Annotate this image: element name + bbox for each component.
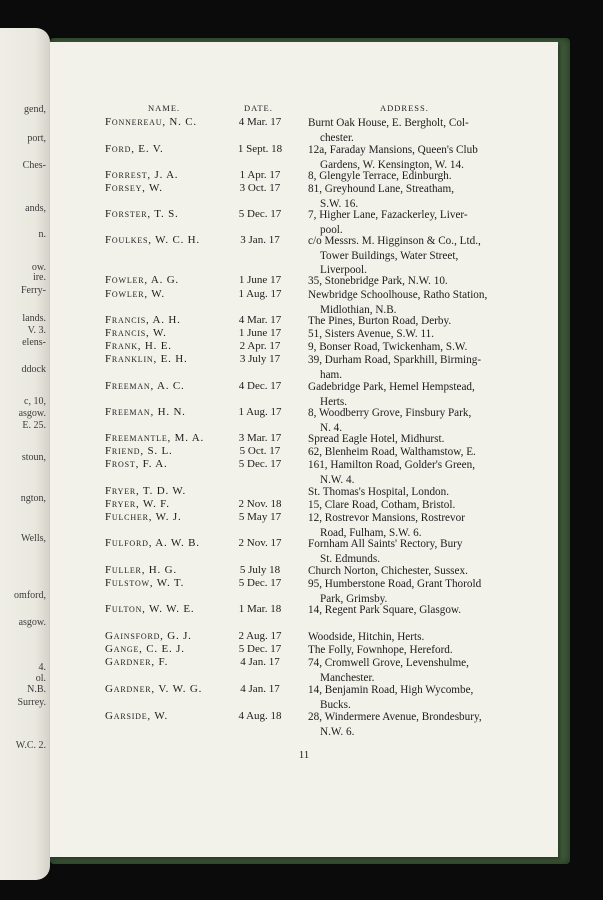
entry-name: Freeman, H. N. [105,406,186,418]
entry-address [308,234,500,278]
entry-name: Fowler, A. G. [105,274,179,286]
address-line: 8, Glengyle Terrace, Edinburgh. [308,170,452,182]
address-line: N.W. 4. [320,473,355,486]
entry-date: 3 Mar. 17 [238,432,282,444]
facing-page-text-fragment: Wells, [20,533,46,544]
facing-page-text-fragment: Ferry- [21,285,46,296]
entry-date: 1 Apr. 17 [239,169,281,181]
address-line: 95, Humberstone Road, Grant Thorold [308,578,482,590]
entry-name: Fulford, A. W. B. [105,537,200,549]
entry-name: Forsey, W. [105,182,163,194]
facing-page-text-fragment: ow. [31,262,46,273]
entry-date: 3 July 17 [239,353,281,365]
entry-date: 5 July 18 [239,564,281,576]
entry-date: 4 Aug. 18 [238,710,282,722]
entry-date: 2 Apr. 17 [239,340,281,352]
entry-address [308,353,500,382]
entry-name: Francis, A. H. [105,314,181,326]
address-line: 74, Cromwell Grove, Levenshulme, [308,657,469,669]
page-number: 11 [298,749,310,761]
address-line: Gadebridge Park, Hemel Hempstead, [308,381,475,393]
entry-date: 4 Mar. 17 [238,314,282,326]
entry-name: Forster, T. S. [105,208,179,220]
entry-date: 1 June 17 [238,274,282,286]
address-line: pool. [320,223,343,236]
facing-page-text-fragment: c, 10, [24,396,46,407]
facing-page-text-fragment: lands. [22,313,46,324]
entry-date: 1 Mar. 18 [238,603,282,615]
entry-date: 5 Dec. 17 [238,458,282,470]
entry-address [308,511,500,540]
facing-page-text-fragment: ol. [35,673,46,684]
entry-date: 1 Aug. 17 [238,288,282,300]
facing-page-text-fragment: ddock [21,364,46,375]
register-page [50,42,558,857]
address-line: Church Norton, Chichester, Sussex. [308,565,468,577]
entry-name: Fulcher, W. J. [105,511,182,523]
facing-page-text-fragment: ire. [32,272,46,283]
address-line: Midlothian, N.B. [320,303,397,316]
entry-address [308,182,500,211]
facing-page-text-fragment: n. [38,229,46,240]
entry-name: Forrest, J. A. [105,169,179,181]
facing-page-text-fragment: 4. [38,662,46,673]
address-line: 15, Clare Road, Cotham, Bristol. [308,499,456,511]
address-line: chester. [320,131,354,144]
column-header-name: NAME. [148,103,181,113]
column-header-address: ADDRESS. [380,103,429,113]
address-line: Manchester. [320,671,375,684]
address-line: 28, Windermere Avenue, Brondesbury, [308,711,482,723]
facing-page-text-fragment: asgow. [18,408,46,419]
address-line: Woodside, Hitchin, Herts. [308,631,425,643]
address-line: St. Thomas's Hospital, London. [308,486,450,498]
entry-date: 2 Nov. 17 [238,537,282,549]
entry-name: Garside, W. [105,710,169,722]
address-line: Gardens, W. Kensington, W. 14. [320,158,464,171]
address-line: Park, Grimsby. [320,592,388,605]
entry-date: 3 Oct. 17 [239,182,281,194]
column-header-date: DATE. [244,103,273,113]
address-line: Herts. [320,395,348,408]
entry-address [308,380,500,409]
address-line: Liverpool. [320,264,367,276]
address-line: The Folly, Fownhope, Hereford. [308,644,453,656]
entry-name: Gange, C. E. J. [105,643,185,655]
entry-address [308,143,500,172]
address-line: 51, Sisters Avenue, S.W. 11. [308,328,435,340]
entry-date: 5 May 17 [238,511,282,523]
entry-date: 1 June 17 [238,327,282,339]
address-line: 39, Durham Road, Sparkhill, Birming- [308,354,482,366]
entry-name: Friend, S. L. [105,445,173,457]
entry-name: Gardner, F. [105,656,169,668]
entry-date: 5 Dec. 17 [238,208,282,220]
entry-date: 2 Aug. 17 [238,630,282,642]
facing-page-text-fragment: Ches- [22,160,46,171]
facing-page-text-fragment: E. 25. [22,420,46,431]
entry-date: 1 Sept. 18 [237,143,283,155]
entry-name: Franklin, E. H. [105,353,188,365]
address-line: 14, Benjamin Road, High Wycombe, [308,684,474,696]
address-line: Road, Fulham, S.W. 6. [320,526,422,539]
entry-name: Fryer, T. D. W. [105,485,187,497]
entry-name: Frost, F. A. [105,458,168,470]
entry-date: 3 Jan. 17 [240,234,280,246]
address-line: 9, Bonser Road, Twickenham, S.W. [308,341,468,353]
entry-address [308,406,500,435]
entry-date: 1 Aug. 17 [238,406,282,418]
entry-address [308,288,500,317]
address-line: 14, Regent Park Square, Glasgow. [308,604,462,616]
entry-address [308,656,500,685]
facing-page-text-fragment: ands, [25,203,46,214]
entry-address [308,603,500,618]
facing-page-text-fragment: N.B. [27,684,46,695]
entry-address [308,208,500,237]
entry-date: 5 Dec. 17 [238,643,282,655]
entry-name: Fulstow, W. T. [105,577,185,589]
address-line: 12, Rostrevor Mansions, Rostrevor [308,512,465,524]
address-line: 81, Greyhound Lane, Streatham, [308,183,455,195]
facing-page-text-fragment: gend, [24,104,46,115]
entry-address [308,537,500,566]
address-line: Fornham All Saints' Rectory, Bury [308,538,463,550]
entry-date: 4 Mar. 17 [238,116,282,128]
facing-page-text-fragment: elens- [22,337,46,348]
address-line: 161, Hamilton Road, Golder's Green, [308,459,475,471]
entry-address [308,710,500,739]
entry-name: Ford, E. V. [105,143,164,155]
address-line: Burnt Oak House, E. Bergholt, Col- [308,117,469,129]
address-line: c/o Messrs. M. Higginson & Co., Ltd., [308,235,481,247]
entry-address [308,274,500,289]
entry-date: 4 Dec. 17 [238,380,282,392]
address-line: N. 4. [320,421,343,434]
entry-name: Fonnereau, N. C. [105,116,197,128]
address-line: 35, Stonebridge Park, N.W. 10. [308,275,448,287]
entry-address [308,683,500,712]
entry-name: Fowler, W. [105,288,165,300]
facing-page-text-fragment: omford, [14,590,46,601]
entry-name: Freeman, A. C. [105,380,185,392]
address-line: N.W. 6. [320,725,355,738]
facing-page-edge [0,28,50,880]
entry-name: Freemantle, M. A. [105,432,205,444]
facing-page-text-fragment: port, [27,133,46,144]
entry-name: Gainsford, G. J. [105,630,192,642]
address-line: Spread Eagle Hotel, Midhurst. [308,433,445,445]
facing-page-text-fragment: Surrey. [17,697,46,708]
facing-page-text-fragment: V. 3. [27,325,46,336]
entry-name: Fryer, W. F. [105,498,170,510]
entry-address [308,577,500,606]
entry-name: Francis, W. [105,327,167,339]
entry-name: Foulkes, W. C. H. [105,234,200,246]
facing-page-text-fragment: ngton, [20,493,46,504]
entry-date: 2 Nov. 18 [238,498,282,510]
entry-name: Gardner, V. W. G. [105,683,203,695]
address-line: 7, Higher Lane, Fazackerley, Liver- [308,209,468,221]
entry-date: 5 Oct. 17 [239,445,281,457]
entry-address [308,458,500,487]
address-line: St. Edmunds. [320,552,380,565]
facing-page-text-fragment: W.C. 2. [15,740,46,751]
entry-name: Fuller, H. G. [105,564,177,576]
facing-page-text-fragment: asgow. [18,617,46,628]
address-line: Tower Buildings, Water Street, [320,249,459,262]
entry-date: 5 Dec. 17 [238,577,282,589]
address-line: Newbridge Schoolhouse, Ratho Station, [308,289,488,301]
address-line: Bucks. [320,698,351,711]
entry-date: 4 Jan. 17 [240,683,280,695]
entry-date: 4 Jan. 17 [240,656,280,668]
entry-name: Frank, H. E. [105,340,172,352]
address-line: 62, Blenheim Road, Walthamstow, E. [308,446,476,458]
entry-address [308,116,500,145]
entry-name: Fulton, W. W. E. [105,603,195,615]
facing-page-text-fragment: stoun, [21,452,46,463]
address-line: S.W. 16. [320,197,359,210]
address-line: The Pines, Burton Road, Derby. [308,315,452,327]
address-line: 8, Woodberry Grove, Finsbury Park, [308,407,472,419]
address-line: 12a, Faraday Mansions, Queen's Club [308,144,478,156]
address-line: ham. [320,368,343,381]
